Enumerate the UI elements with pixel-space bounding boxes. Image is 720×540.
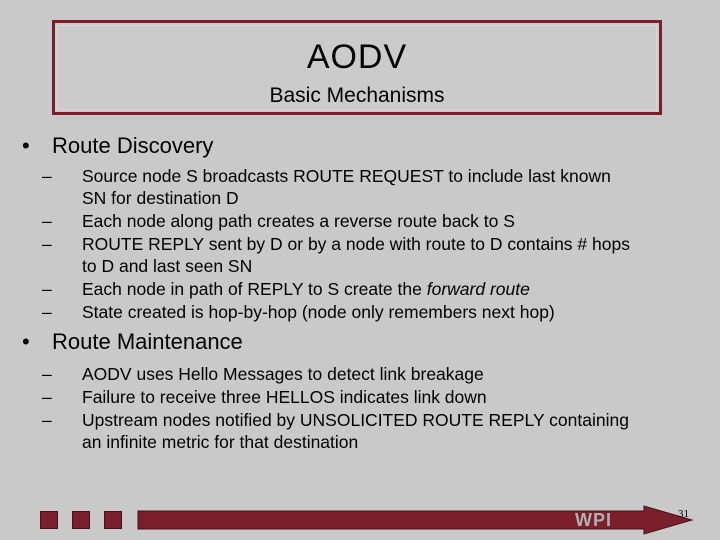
sub-bullet xyxy=(18,409,720,453)
sub-bullet xyxy=(18,301,720,323)
bullet-route-discovery xyxy=(18,133,718,159)
sub-bullet xyxy=(18,233,720,277)
dash-glyph: – xyxy=(42,364,52,384)
title-box xyxy=(52,20,662,115)
dash-glyph: – xyxy=(42,387,52,407)
sub-bullet-text: State created is hop-by-hop (node only remembers next hop) xyxy=(82,302,555,322)
bullet-route-maintenance xyxy=(18,329,718,355)
sub-bullet-text: ROUTE REPLY sent by D or by a node with route to D contains # hops xyxy=(82,234,630,254)
sub-bullet xyxy=(18,363,720,385)
sub-bullet-text: AODV uses Hello Messages to detect link breakage xyxy=(82,364,484,384)
sub-bullet xyxy=(18,210,720,232)
bullet-glyph: • xyxy=(22,133,30,158)
bullet-heading: Route Discovery xyxy=(52,133,214,158)
dash-glyph: – xyxy=(42,279,52,299)
dash-glyph: – xyxy=(42,302,52,322)
bullet-heading: Route Maintenance xyxy=(52,329,243,354)
slide-title: AODV xyxy=(306,38,408,76)
sub-bullet-text: an infinite metric for that destination xyxy=(82,432,359,452)
sub-bullet-text: Each node in path of REPLY to S create the xyxy=(82,279,427,299)
sub-bullet-text: SN for destination D xyxy=(82,188,239,208)
dash-glyph: – xyxy=(42,410,52,430)
sub-bullet xyxy=(18,386,720,408)
footer-square-2 xyxy=(72,511,90,529)
footer-square-3 xyxy=(104,511,122,529)
sub-bullet-text: Failure to receive three HELLOS indicates link down xyxy=(82,387,487,407)
footer-arrow xyxy=(136,505,696,535)
slide-content xyxy=(18,133,718,453)
slide-subtitle: Basic Mechanisms xyxy=(269,84,445,107)
sub-bullet-text: Source node S broadcasts ROUTE REQUEST to include last known xyxy=(82,166,611,186)
footer-square-1 xyxy=(40,511,58,529)
bullet-glyph: • xyxy=(22,329,30,354)
page-number: 31 xyxy=(678,508,689,520)
sub-bullet-italic: forward route xyxy=(426,279,530,299)
sub-bullet-text: Upstream nodes notified by UNSOLICITED ROUTE REPLY containing xyxy=(82,410,629,430)
sub-bullet xyxy=(18,165,720,209)
dash-glyph: – xyxy=(42,234,52,254)
sub-bullet xyxy=(18,278,720,300)
dash-glyph: – xyxy=(42,211,52,231)
sub-bullet-text: Each node along path creates a reverse route back to S xyxy=(82,211,515,231)
dash-glyph: – xyxy=(42,166,52,186)
wpi-logo-text: WPI xyxy=(575,510,612,530)
sub-bullet-text: to D and last seen SN xyxy=(82,256,253,276)
